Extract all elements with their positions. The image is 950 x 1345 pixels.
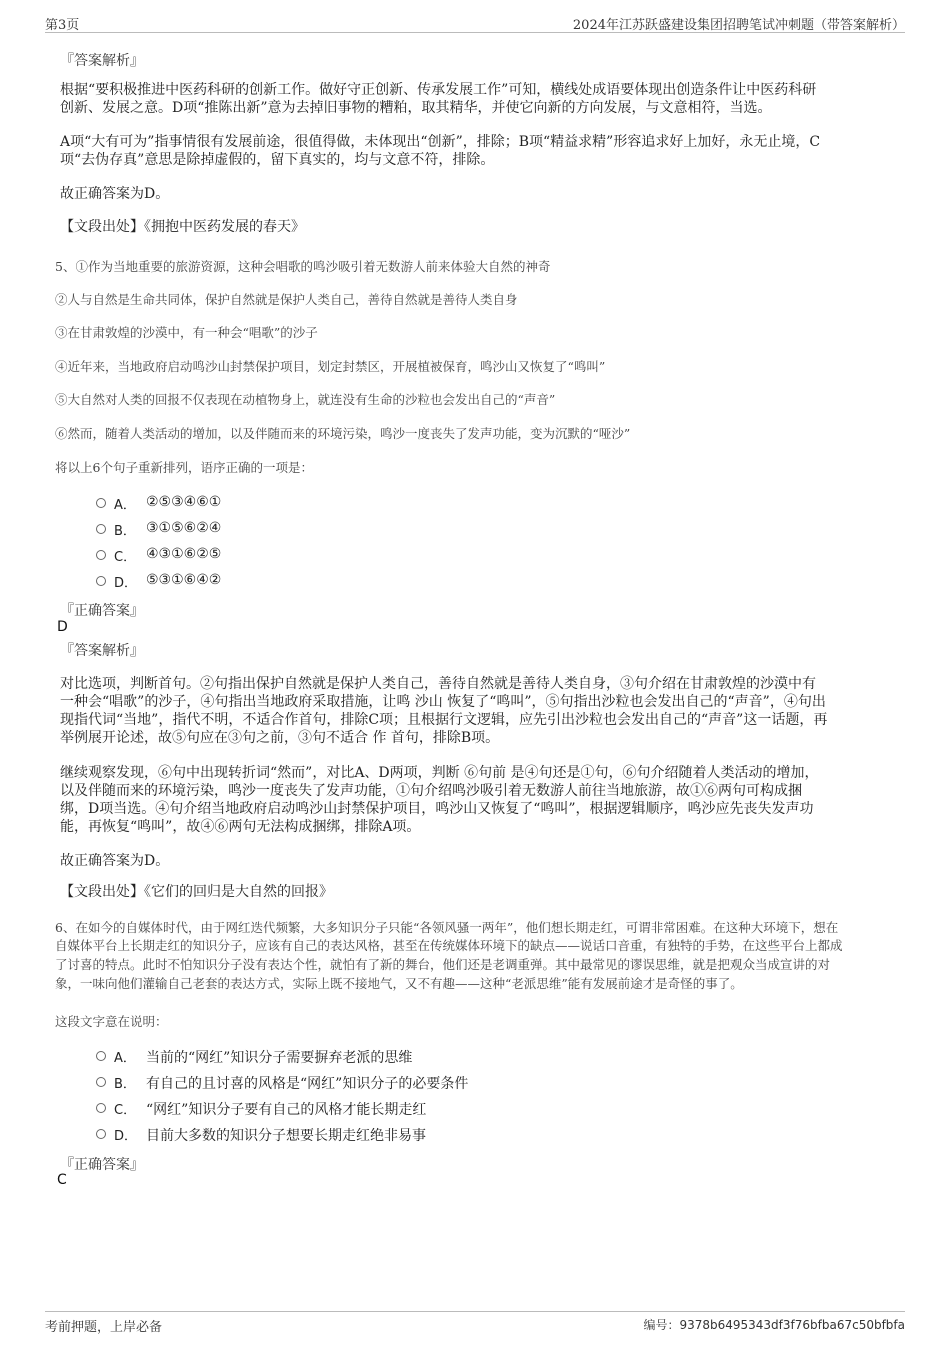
correct-answer-label: 『正确答案』 bbox=[60, 603, 144, 619]
conclusion-text: 故正确答案为D。 bbox=[60, 186, 170, 202]
analysis-line: 项“去伪存真”意思是除掉虚假的，留下真实的，均与文意不符，排除。 bbox=[60, 152, 495, 168]
option-text: ④③①⑥②⑤ bbox=[146, 546, 222, 562]
option-text: ⑤③①⑥④② bbox=[146, 572, 222, 588]
question-5-sentence: ②人与自然是生命共同体，保护自然就是保护人类自己，善待自然就是善待人类自身 bbox=[55, 292, 518, 307]
radio-button-icon[interactable] bbox=[96, 576, 106, 586]
question-6-text: 6、在如今的自媒体时代，由于网红迭代频繁，大多知识分子只能“各领风骚一两年”，他们想长期走红，可谓非常困难。在这种大环境下，想在 bbox=[55, 920, 839, 935]
question-6-text: 自媒体平台上长期走红的知识分子，应该有自己的表达风格，甚至在传统媒体环境下的缺点——说话口音重，有独特的手势，在这些平台上都成 bbox=[55, 938, 843, 953]
analysis-line: 以及伴随而来的环境污染，鸣沙一度丧失了发声功能，①句介绍鸣沙吸引着无数游人前往当地旅游，故①⑥两句可构成捆 bbox=[60, 783, 802, 799]
question-5-prompt: 将以上6个句子重新排列，语序正确的一项是： bbox=[55, 460, 313, 475]
answer-analysis-label: 『答案解析』 bbox=[60, 643, 144, 659]
analysis-line: 能，再恢复“鸣叫”，故④⑥两句无法构成捆绑，排除A项。 bbox=[60, 819, 421, 835]
analysis-line: A项“大有可为”指事情很有发展前途，很值得做，未体现出“创新”，排除；B项“精益求精”形容追求好上加好，永无止境，C bbox=[60, 134, 821, 150]
question-6-text: 了讨喜的特点。此时不怕知识分子没有表达个性，就怕有了新的舞台，他们还是老调重弹。其中最常见的谬误思维，就是把观众当成宣讲的对 bbox=[55, 957, 831, 972]
radio-button-icon[interactable] bbox=[96, 1103, 106, 1113]
option-text: ②⑤③④⑥① bbox=[146, 494, 222, 510]
document-code: 编号：9378b6495343df3f76bfba67c50bfbfa bbox=[643, 1318, 905, 1332]
analysis-line: 对比选项，判断首句。②句指出保护自然就是保护人类自己，善待自然就是善待人类自身，③句介绍在甘肃敦煌的沙漠中有 bbox=[60, 676, 816, 692]
analysis-line: 绑，D项当选。④句介绍当地政府启动鸣沙山封禁保护项目，鸣沙山又恢复了“鸣叫”，根据逻辑顺序，鸣沙应先丧失发声功 bbox=[60, 801, 814, 817]
analysis-line: 继续观察发现，⑥句中出现转折词“然而”，对比A、D两项，判断 ⑥句前 是④句还是①句，⑥句介绍随着人类活动的增加， bbox=[60, 765, 819, 781]
question-5-sentence: ⑤大自然对人类的回报不仅表现在动植物身上，就连没有生命的沙粒也会发出自己的“声音” bbox=[55, 392, 556, 407]
analysis-line: 举例展开论述，故⑤句应在③句之前，③句不适合 作 首句，排除B项。 bbox=[60, 730, 500, 746]
question-5-sentence: ③在甘肃敦煌的沙漠中，有一种会“唱歌”的沙子 bbox=[55, 325, 318, 340]
correct-answer-value: D bbox=[57, 619, 68, 635]
option-text: 目前大多数的知识分子想要长期走红绝非易事 bbox=[146, 1128, 426, 1144]
question-5-sentence: 5、①作为当地重要的旅游资源，这种会唱歌的鸣沙吸引着无数游人前来体验大自然的神奇 bbox=[55, 259, 551, 274]
source-citation: 【文段出处】《它们的回归是大自然的回报》 bbox=[60, 884, 333, 900]
option-text: 当前的“网红”知识分子需要摒弃老派的思维 bbox=[146, 1050, 413, 1066]
option-letter: C． bbox=[114, 550, 137, 565]
option-letter: B． bbox=[114, 1077, 136, 1092]
option-text: ③①⑤⑥②④ bbox=[146, 520, 222, 536]
analysis-line: 根据“要积极推进中医药科研的创新工作。做好守正创新、传承发展工作”可知，横线处成语要体现出创造条件让中医药科研 bbox=[60, 82, 817, 98]
option-letter: B． bbox=[114, 524, 136, 539]
question-6-text: 象，一味向他们灌输自己老套的表达方式，实际上既不接地气，又不有趣——这种“老派思维”能有发展前途才是奇怪的事了。 bbox=[55, 976, 743, 991]
correct-answer-value: C bbox=[57, 1172, 67, 1188]
option-letter: D． bbox=[114, 576, 138, 591]
page-header bbox=[45, 12, 905, 33]
option-text: “网红”知识分子要有自己的风格才能长期走红 bbox=[146, 1102, 427, 1118]
option-letter: A． bbox=[114, 498, 136, 513]
option-text: 有自己的且讨喜的风格是“网红”知识分子的必要条件 bbox=[146, 1076, 469, 1092]
radio-button-icon[interactable] bbox=[96, 1129, 106, 1139]
radio-button-icon[interactable] bbox=[96, 550, 106, 560]
option-letter: A． bbox=[114, 1051, 136, 1066]
analysis-line: 创新、发展之意。D项“推陈出新”意为去掉旧事物的糟粕，取其精华，并使它向新的方向发展，与文意相符，当选。 bbox=[60, 100, 772, 116]
page-number: 第3页 bbox=[45, 18, 80, 33]
answer-analysis-label: 『答案解析』 bbox=[60, 53, 144, 69]
document-title: 2024年江苏跃盛建设集团招聘笔试冲刺题（带答案解析） bbox=[572, 18, 905, 33]
radio-button-icon[interactable] bbox=[96, 1077, 106, 1087]
radio-button-icon[interactable] bbox=[96, 1051, 106, 1061]
footer-slogan: 考前押题，上岸必备 bbox=[45, 1320, 163, 1335]
radio-button-icon[interactable] bbox=[96, 524, 106, 534]
analysis-line: 一种会“唱歌”的沙子，④句指出当地政府采取措施，让鸣 沙山 恢复了“鸣叫”，⑤句指出沙粒也会发出自己的“声音”，④句出 bbox=[60, 694, 826, 710]
analysis-line: 现指代词“当地”，指代不明，不适合作首句，排除C项；且根据行文逻辑，应先引出沙粒也会发出自己的“声音”这一话题，再 bbox=[60, 712, 828, 728]
question-5-sentence: ④近年来，当地政府启动鸣沙山封禁保护项目，划定封禁区，开展植被保育，鸣沙山又恢复了“鸣叫” bbox=[55, 359, 606, 374]
option-letter: D． bbox=[114, 1129, 138, 1144]
source-citation: 【文段出处】《拥抱中医药发展的春天》 bbox=[60, 219, 305, 235]
correct-answer-label: 『正确答案』 bbox=[60, 1157, 144, 1173]
question-5-sentence: ⑥然而，随着人类活动的增加，以及伴随而来的环境污染，鸣沙一度丧失了发声功能，变为沉默的“哑沙” bbox=[55, 426, 631, 441]
option-letter: C． bbox=[114, 1103, 137, 1118]
conclusion-text: 故正确答案为D。 bbox=[60, 853, 170, 869]
radio-button-icon[interactable] bbox=[96, 498, 106, 508]
question-6-prompt: 这段文字意在说明： bbox=[55, 1014, 168, 1029]
page-footer bbox=[45, 1311, 905, 1334]
